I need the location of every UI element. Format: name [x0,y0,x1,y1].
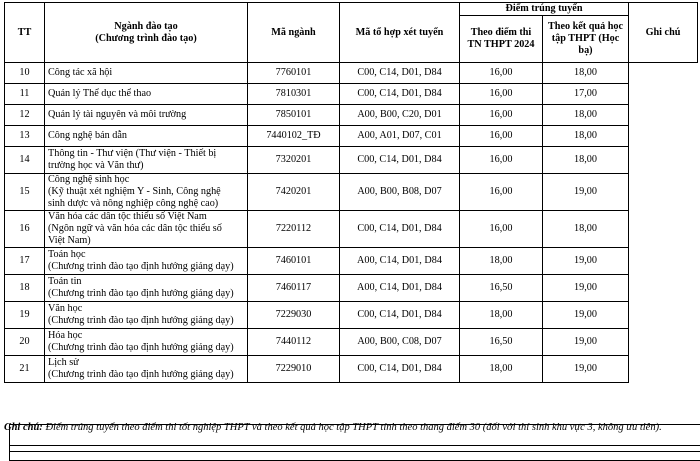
subject-combination: C00, C14, D01, D84 [340,302,460,329]
table-row [5,302,698,329]
program-code: 7460101 [248,248,340,275]
program-name-line: Công nghệ sinh học [48,174,244,186]
program-code: 7440112 [248,329,340,356]
program-name-line: (Chương trình đào tạo định hướng giảng dạy) [48,315,244,327]
program-name-line: Toán học [48,249,244,261]
row-number: 14 [5,147,45,174]
program-code: 7810301 [248,84,340,105]
score-hocba: 19,00 [543,356,629,383]
table-row [5,211,698,248]
score-thpt: 18,00 [460,356,543,383]
program-name-line: Việt Nam) [48,235,244,247]
table-row [5,174,698,211]
program-name-line: (Ngôn ngữ và văn hóa các dân tộc thiểu số [48,223,244,235]
program-name [45,147,248,174]
program-name-line: Công tác xã hội [48,67,244,79]
score-thpt: 16,50 [460,329,543,356]
program-code: 7220112 [248,211,340,248]
row-number: 12 [5,105,45,126]
program-name-line: Toán tin [48,276,244,288]
header-note: Ghi chú [629,3,698,63]
score-hocba: 19,00 [543,174,629,211]
program-code: 7760101 [248,63,340,84]
program-name-line: Lịch sử [48,357,244,369]
score-thpt: 16,00 [460,84,543,105]
program-name [45,63,248,84]
program-name [45,84,248,105]
score-thpt: 16,00 [460,147,543,174]
table-row [5,356,698,383]
score-hocba: 18,00 [543,126,629,147]
row-number: 16 [5,211,45,248]
subject-combination: C00, C14, D01, D84 [340,63,460,84]
table-row [5,105,698,126]
table-row [5,275,698,302]
program-name [45,105,248,126]
score-thpt: 18,00 [460,248,543,275]
header-code: Mã ngành [248,3,340,63]
header-score-group: Điểm trúng tuyển [460,3,629,16]
program-name-line: (Chương trình đào tạo định hướng giảng dạy) [48,288,244,300]
program-name-line: trường học và Văn thư) [48,160,244,172]
program-name-line: sinh dược và nông nghiệp công nghệ cao) [48,198,244,210]
program-name [45,275,248,302]
table-row [5,126,698,147]
table-row [5,329,698,356]
score-hocba: 18,00 [543,105,629,126]
header-program [45,3,248,63]
score-thpt: 16,00 [460,105,543,126]
program-name-line: Hóa học [48,330,244,342]
subject-combination: A00, B00, C20, D01 [340,105,460,126]
program-name-line: Công nghệ bán dẫn [48,130,244,142]
subject-combination: C00, C14, D01, D84 [340,211,460,248]
header-hocba: Theo kết quả học tập THPT (Học bạ) [543,16,629,63]
table-row [5,147,698,174]
admission-score-table [4,2,698,383]
program-code: 7850101 [248,105,340,126]
row-number: 13 [5,126,45,147]
program-name-line: (Kỹ thuật xét nghiệm Y - Sinh, Công nghệ [48,186,244,198]
score-hocba: 19,00 [543,329,629,356]
score-hocba: 18,00 [543,63,629,84]
header-program-line1: Ngành đào tạo [48,21,244,33]
footnote-text: Điểm trúng tuyển theo điểm thi tốt nghiệp THPT và theo kết quả học tập THPT tính theo thang điểm 30 (đối với thí sinh khu vực 3, không ưu tiên). [43,422,662,433]
subject-combination: A00, B00, B08, D07 [340,174,460,211]
program-code: 7420201 [248,174,340,211]
score-hocba: 19,00 [543,248,629,275]
program-name-line: Quản lý Thể dục thể thao [48,88,244,100]
footnote-label: Ghi chú: [4,422,43,433]
score-hocba: 18,00 [543,211,629,248]
row-number: 11 [5,84,45,105]
score-hocba: 19,00 [543,302,629,329]
row-number: 19 [5,302,45,329]
subject-combination: A00, A01, D07, C01 [340,126,460,147]
program-name [45,174,248,211]
table-body [5,63,698,383]
subject-combination: C00, C14, D01, D84 [340,147,460,174]
header-program-line2: (Chương trình đào tạo) [48,33,244,45]
program-code: 7229030 [248,302,340,329]
program-name [45,126,248,147]
score-thpt: 16,00 [460,174,543,211]
program-name [45,356,248,383]
row-number: 20 [5,329,45,356]
row-number: 18 [5,275,45,302]
program-name [45,329,248,356]
program-code: 7460117 [248,275,340,302]
row-number: 21 [5,356,45,383]
row-number: 10 [5,63,45,84]
table-row [5,248,698,275]
program-name-line: Văn học [48,303,244,315]
program-name [45,211,248,248]
score-thpt: 16,00 [460,126,543,147]
row-number: 15 [5,174,45,211]
score-thpt: 16,50 [460,275,543,302]
program-name [45,302,248,329]
score-thpt: 18,00 [460,302,543,329]
header-thpt: Theo điểm thi TN THPT 2024 [460,16,543,63]
program-code: 7320201 [248,147,340,174]
program-name-line: (Chương trình đào tạo định hướng giảng dạy) [48,342,244,354]
program-name-line: (Chương trình đào tạo định hướng giảng dạy) [48,261,244,273]
subject-combination: A00, C14, D01, D84 [340,275,460,302]
score-hocba: 17,00 [543,84,629,105]
table-row [5,63,698,84]
subject-combination: A00, C14, D01, D84 [340,248,460,275]
row-number: 17 [5,248,45,275]
program-code: 7229010 [248,356,340,383]
subject-combination: C00, C14, D01, D84 [340,356,460,383]
program-code: 7440102_TĐ [248,126,340,147]
footnote [4,421,694,434]
program-name-line: Thông tin - Thư viện (Thư viện - Thiết bị [48,148,244,160]
score-hocba: 18,00 [543,147,629,174]
subject-combination: C00, C14, D01, D84 [340,84,460,105]
table-row [5,84,698,105]
score-thpt: 16,00 [460,211,543,248]
program-name-line: (Chương trình đào tạo định hướng giảng dạy) [48,369,244,381]
score-hocba: 19,00 [543,275,629,302]
program-name-line: Văn hóa các dân tộc thiểu số Việt Nam [48,211,244,223]
score-thpt: 16,00 [460,63,543,84]
header-combo: Mã tổ hợp xét tuyển [340,3,460,63]
header-tt: TT [5,3,45,63]
program-name-line: Quản lý tài nguyên và môi trường [48,109,244,121]
program-name [45,248,248,275]
subject-combination: A00, B00, C08, D07 [340,329,460,356]
